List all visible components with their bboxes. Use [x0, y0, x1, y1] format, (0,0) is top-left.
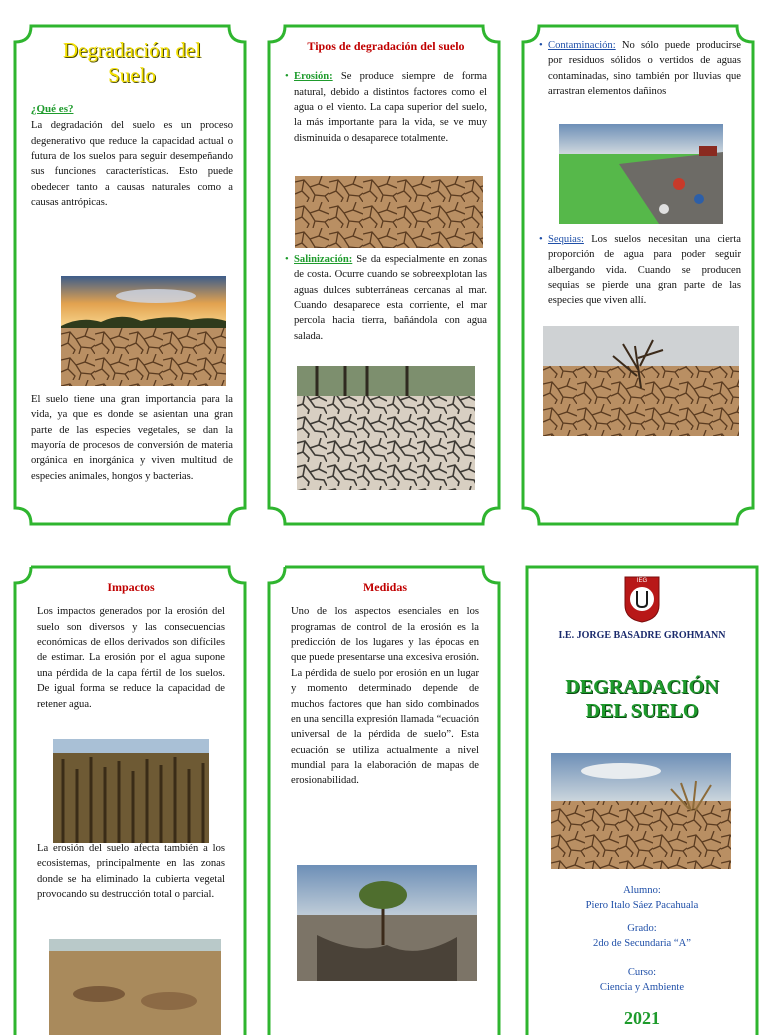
photo-dead-tree-drought [543, 326, 739, 436]
photo-dry-field-sunset [61, 276, 226, 386]
que-es-heading: ¿Qué es? [31, 103, 74, 116]
school-logo-text: IEG [636, 578, 648, 584]
alumno-name: Piero Italo Sáez Pacahuala [585, 900, 699, 911]
erosion-item [285, 69, 487, 146]
photo-dead-cattle [49, 939, 221, 1035]
grado-value: 2do de Secundaria “A” [593, 938, 691, 949]
school-logo [623, 575, 661, 623]
photo-withered-crops [53, 739, 209, 843]
photo-polluted-shore [559, 124, 723, 224]
que-es-text: La degradación del suelo es un proceso degenerativo que reduce la capacidad actual o futura de los suelos para seguir desempeñando sus funciones características. Esto puede obedecer tanto a causas naturales como a causas antrópicas. [31, 120, 233, 209]
impactos-heading: Impactos [107, 580, 155, 594]
contaminacion-label: Contaminación: [548, 40, 616, 51]
photo-cover-dry-land [551, 753, 731, 869]
curso-value: Ciencia y Ambiente [599, 982, 685, 993]
contaminacion-item [539, 38, 741, 99]
importancia-text: El suelo tiene una gran importancia para la vida, ya que es donde se asientan una gran parte de las especies vegetales, se dan la mayoría de procesos de conversión de materia orgánica en inorgánica y viven multitud de especies animales, hongos y bacterias. [31, 394, 233, 482]
contaminacion-text: No sólo puede producirse por residuos sólidos o vertidos de aguas contaminadas, sino también por lluvias que arrastran elementos dañinos [548, 40, 741, 98]
panel-que-es [13, 24, 247, 526]
sequias-text: Los suelos necesitan una cierta proporción de agua para poder seguir albergando vida. Cuando se producen sequias se pierde una gran parte de las especies que viven allí. [548, 234, 741, 307]
impactos-text-2: La erosión del suelo afecta también a los ecosistemas, principalmente en las zonas donde se ha eliminado la cubierta vegetal provocando su destrucción total o parcial. [37, 843, 225, 901]
impactos-text-1: Los impactos generados por la erosión del suelo son diversos y las consecuencias económicas de ellos derivados son difíciles de estimar. La erosión por el agua supone una pérdida de la capa fértil de los suelos. De igual forma se reduce la capacidad de retener agua. [37, 606, 225, 710]
sequias-item [539, 232, 741, 309]
medidas-text: Uno de los aspectos esenciales en los programas de control de la erosión es la predicción de los lugares y las épocas en que puede presentarse una excesiva erosión. La pérdida de suelo por erosión en un lugar y momento determinado depende de muchos factores que han sido combinados en una sencilla expresión llamada “ecuación universal de la pérdida de suelo”. Esta ecuación se utiliza actualmente a nivel mundial para la elaboración de mapas de erosionabilidad. [291, 606, 479, 787]
panel1-title: Degradación del Suelo [62, 38, 202, 88]
panel-contaminacion [521, 24, 755, 526]
salinizacion-item [285, 252, 487, 344]
photo-eroded-tree [297, 865, 477, 981]
erosion-label: Erosión: [294, 71, 333, 83]
salinizacion-label: Salinización: [294, 254, 353, 265]
salinizacion-text: Se da especialmente en zonas de costa. Ocurre cuando se sobreexplotan las aguas dulces subterráneas cercanas al mar. Cuando desaparece esta corriente, el mar percola hacia tierra, bañándola con agua salada. [294, 254, 487, 342]
sequias-label: Sequias: [548, 234, 584, 245]
medidas-heading: Medidas [362, 580, 407, 594]
panel-impactos [13, 565, 247, 1035]
alumno-label: Alumno: [623, 885, 661, 896]
tipos-heading: Tipos de degradación del suelo [307, 39, 465, 53]
panel-tipos [267, 24, 501, 526]
school-name: I.E. JORGE BASADRE GROHMANN [558, 630, 726, 641]
erosion-text: Se produce siempre de forma natural, debido a distintos factores como el agua o el viento. La capa superior del suelo, la más importante para la vida, se ve muy disminuida o desaparece totalmente. [294, 71, 487, 144]
panel-medidas [267, 565, 501, 1035]
panel-cover [525, 565, 759, 1035]
cover-year: 2021 [624, 1008, 660, 1028]
curso-label: Curso: [627, 967, 657, 978]
grado-label: Grado: [627, 923, 657, 934]
photo-cracked-soil [295, 176, 483, 248]
photo-salinized-soil [297, 366, 475, 490]
cover-title: DEGRADACIÓN DEL SUELO [565, 676, 719, 722]
